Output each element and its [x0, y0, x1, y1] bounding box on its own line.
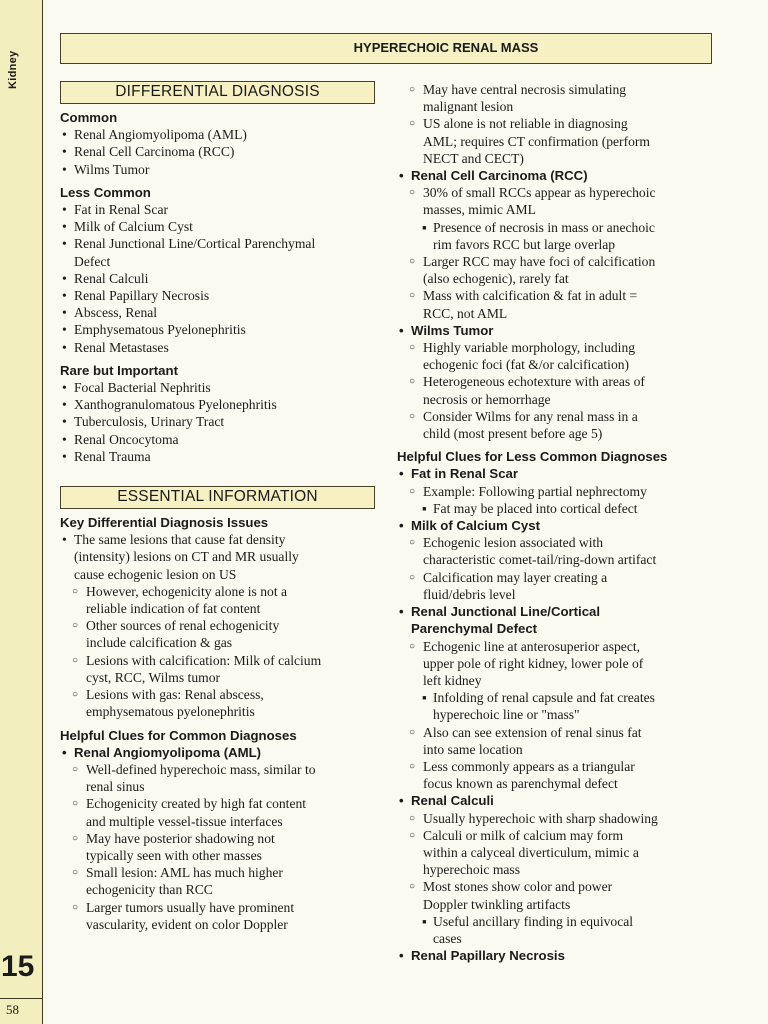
key-issues-heading: Key Differential Diagnosis Issues	[60, 515, 269, 531]
left-column	[60, 81, 375, 933]
sub-item-continuation: (also echogenic), rarely fat	[423, 271, 569, 287]
sub-item-continuation: focus known as parenchymal defect	[423, 776, 618, 792]
page-number-divider	[0, 998, 42, 999]
sub-item-continuation: fluid/debris level	[423, 586, 516, 602]
sub-item-continuation: emphysematous pyelonephritis	[86, 704, 255, 720]
sub-item-continuation: typically seen with other masses	[86, 847, 262, 863]
chapter-sidebar	[0, 0, 43, 1024]
sub-item: ○ Also can see extension of renal sinus fat	[409, 724, 642, 740]
sub-item: ○ Small lesion: AML has much higher	[72, 865, 283, 881]
list-item: • Tuberculosis, Urinary Tract	[62, 414, 225, 430]
chapter-number: 15	[1, 950, 35, 983]
page-number: 58	[6, 1002, 19, 1017]
sub-item: ○ US alone is not reliable in diagnosing	[409, 116, 628, 132]
sub-item: ○ Calculi or milk of calcium may form	[409, 827, 624, 843]
sub-sub-item: ▪ Infolding of renal capsule and fat creates	[422, 690, 655, 706]
page-title: HYPERECHOIC RENAL MASS	[353, 40, 539, 55]
diagnosis-entry: • Renal Angiomyolipoma (AML)	[62, 744, 262, 760]
sub-item: ○ However, echogenicity alone is not a	[72, 583, 288, 599]
sub-item: ○ Most stones show color and power	[409, 879, 613, 895]
right-column	[397, 81, 715, 964]
list-item: • Renal Papillary Necrosis	[62, 288, 210, 304]
sub-item: ○ Echogenic line at anterosuperior aspect,	[409, 638, 641, 654]
sub-item-continuation: into same location	[423, 741, 523, 757]
sub-item-continuation: upper pole of right kidney, lower pole of	[423, 655, 644, 671]
sub-item: ○ Heterogeneous echotexture with areas of	[409, 374, 645, 390]
sub-item: ○ Usually hyperechoic with sharp shadowing	[409, 810, 658, 826]
page-title-bar	[60, 33, 712, 64]
sub-item-continuation: left kidney	[423, 672, 482, 688]
sub-item: ○ Calcification may layer creating a	[409, 569, 608, 585]
sub-sub-item-continuation: cases	[433, 930, 462, 946]
sub-item: ○ Echogenic lesion associated with	[409, 535, 604, 551]
sub-item-continuation: vascularity, evident on color Doppler	[86, 916, 288, 932]
diagnosis-entry: • Fat in Renal Scar	[399, 466, 519, 482]
group-heading-less-common: Less Common	[60, 184, 151, 200]
sub-item: ○ Lesions with gas: Renal abscess,	[72, 687, 264, 703]
sub-item: ○ 30% of small RCCs appear as hyperechoic	[409, 185, 656, 201]
sub-item-continuation: echogenic foci (fat &/or calcification)	[423, 357, 630, 373]
sub-item-continuation: necrosis or hemorrhage	[423, 391, 551, 407]
sub-item: ○ Echogenicity created by high fat content	[72, 796, 307, 812]
sub-item: ○ May have posterior shadowing not	[72, 830, 275, 846]
list-item: • Renal Calculi	[62, 270, 149, 286]
list-item: • The same lesions that cause fat density	[62, 532, 286, 548]
sub-sub-item: ▪ Presence of necrosis in mass or anechoic	[422, 219, 655, 235]
diagnosis-entry: • Wilms Tumor	[399, 322, 494, 338]
group-heading-rare: Rare but Important	[60, 362, 178, 378]
sub-item: ○ Larger RCC may have foci of calcification	[409, 254, 656, 270]
list-item-continuation: cause echogenic lesion on US	[74, 566, 237, 582]
sub-item-continuation: RCC, not AML	[423, 305, 508, 321]
sub-item-continuation: malignant lesion	[423, 99, 514, 115]
list-item: • Emphysematous Pyelonephritis	[62, 322, 246, 338]
sub-item-continuation: hyperechoic mass	[423, 862, 521, 878]
list-item: • Renal Junctional Line/Cortical Parenchymal	[62, 236, 316, 252]
sub-item: ○ Larger tumors usually have prominent	[72, 899, 295, 915]
diagnosis-entry: • Renal Papillary Necrosis	[399, 948, 565, 964]
sub-sub-item-continuation: hyperechoic line or "mass"	[433, 707, 580, 723]
sub-item: ○ Mass with calcification & fat in adult =	[409, 288, 638, 304]
sub-item-continuation: child (most present before age 5)	[423, 426, 603, 442]
common-clues-heading: Helpful Clues for Common Diagnoses	[60, 727, 297, 743]
sub-item-continuation: and multiple vessel-tissue interfaces	[86, 813, 283, 829]
diagnosis-entry: • Renal Calculi	[399, 793, 494, 809]
diagnosis-entry-continuation: Parenchymal Defect	[411, 621, 538, 637]
sub-item-continuation: renal sinus	[86, 779, 145, 795]
sub-item: ○ Well-defined hyperechoic mass, similar to	[72, 761, 316, 777]
sub-sub-item: ▪ Useful ancillary finding in equivocal	[422, 913, 634, 929]
sub-item-continuation: echogenicity than RCC	[86, 882, 213, 898]
sub-item: ○ Highly variable morphology, including	[409, 340, 636, 356]
list-item: • Renal Trauma	[62, 448, 151, 464]
sub-item: ○ Lesions with calcification: Milk of calcium	[72, 652, 322, 668]
less-common-clues-heading: Helpful Clues for Less Common Diagnoses	[397, 449, 668, 465]
essential-information-header: ESSENTIAL INFORMATION	[60, 486, 375, 509]
sub-item-continuation: characteristic comet-tail/ring-down artifact	[423, 552, 657, 568]
sub-item-continuation: Doppler twinkling artifacts	[423, 896, 571, 912]
sub-item-continuation: reliable indication of fat content	[86, 601, 261, 617]
diagnosis-entry: • Milk of Calcium Cyst	[399, 518, 540, 534]
sub-item-continuation: include calcification & gas	[86, 635, 233, 651]
section-tab-label: Kidney	[7, 50, 19, 89]
sub-item-continuation: within a calyceal diverticulum, mimic a	[423, 844, 639, 860]
diagnosis-entry: • Renal Cell Carcinoma (RCC)	[399, 168, 588, 184]
list-item: • Focal Bacterial Nephritis	[62, 380, 211, 396]
list-item: • Milk of Calcium Cyst	[62, 219, 193, 235]
diagnosis-entry: • Renal Junctional Line/Cortical	[399, 604, 601, 620]
sub-item: ○ Example: Following partial nephrectomy	[409, 483, 647, 499]
list-item: • Renal Metastases	[62, 339, 169, 355]
sub-item-continuation: AML; requires CT confirmation (perform	[423, 133, 651, 149]
sub-item: ○ Consider Wilms for any renal mass in a	[409, 408, 638, 424]
sub-sub-item: ▪ Fat may be placed into cortical defect	[422, 500, 638, 516]
sub-item-continuation: cyst, RCC, Wilms tumor	[86, 669, 221, 685]
sub-item: ○ Other sources of renal echogenicity	[72, 618, 280, 634]
list-item: • Xanthogranulomatous Pyelonephritis	[62, 397, 277, 413]
sub-item: ○ May have central necrosis simulating	[409, 82, 627, 97]
list-item-continuation: Defect	[74, 253, 111, 269]
sub-item-continuation: NECT and CECT)	[423, 150, 524, 166]
list-item: • Renal Cell Carcinoma (RCC)	[62, 144, 235, 160]
list-item: • Fat in Renal Scar	[62, 202, 169, 218]
list-item-continuation: (intensity) lesions on CT and MR usually	[74, 549, 299, 565]
list-item: • Renal Oncocytoma	[62, 431, 179, 447]
list-item: • Abscess, Renal	[62, 305, 158, 321]
sub-item: ○ Less commonly appears as a triangular	[409, 758, 635, 774]
list-item: • Renal Angiomyolipoma (AML)	[62, 127, 247, 143]
group-heading-common: Common	[60, 110, 118, 125]
sub-sub-item-continuation: rim favors RCC but large overlap	[433, 236, 616, 252]
sub-item-continuation: masses, mimic AML	[423, 202, 536, 218]
differential-diagnosis-header: DIFFERENTIAL DIAGNOSIS	[60, 81, 375, 104]
list-item: • Wilms Tumor	[62, 161, 150, 177]
